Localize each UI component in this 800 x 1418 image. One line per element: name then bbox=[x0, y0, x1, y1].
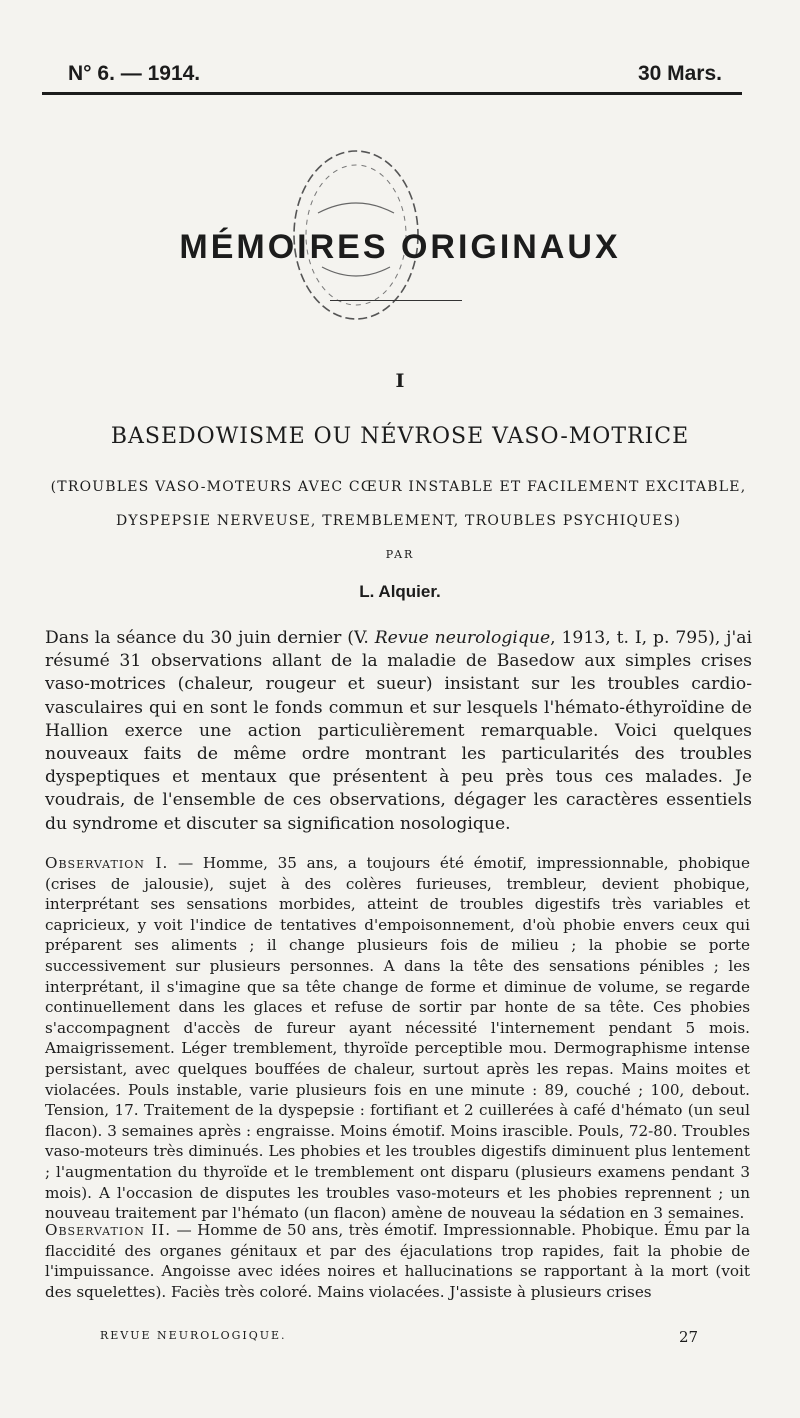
page-number: 27 bbox=[679, 1328, 699, 1346]
observation-1 bbox=[45, 853, 750, 1224]
footer-journal: REVUE NEUROLOGIQUE. bbox=[100, 1329, 287, 1342]
running-head bbox=[68, 62, 722, 86]
article-title: BASEDOWISME OU NÉVROSE VASO-MOTRICE bbox=[110, 424, 690, 449]
intro-text-end: , 1913, t. I, p. 795), j'ai résumé 31 observations allant de la maladie de Basedow aux simples crises vaso-motrices (chaleur, rougeur et sueur) insistant sur les troubles cardio-vasculaires qui en sont le fonds commun et sur lesquels l'hémato-éthyroïdine de Hallion exerce une action particulièrement remarquable. Voici quelques nouveaux faits de même ordre montrant les particularités des troubles dyspeptiques et mentaux que présentent à peu près tous ces malades. Je voudrais, de l'ensemble de ces observations, dégager les caractères essentiels du syndrome et discuter sa signification nosologique. bbox=[45, 628, 752, 834]
byline-par: PAR bbox=[385, 548, 415, 561]
observation-heading: Observation II. bbox=[45, 1221, 172, 1239]
article-subtitle: (TROUBLES VASO-MOTEURS AVEC CŒUR INSTABLE ET FACILEMENT EXCITABLE, DYSPEPSIE NERVEUSE, TREMBLEMENT, TROUBLES PSYCHIQUES) bbox=[50, 479, 747, 529]
header-rule bbox=[42, 92, 742, 95]
article-number: I bbox=[395, 370, 405, 392]
observation-2 bbox=[45, 1220, 750, 1302]
observation-text: — Homme de 50 ans, très émotif. Impressionnable. Phobique. Ému par la flaccidité des organes génitaux et par des éjaculations trop rapides, fait la phobie de l'impuissance. Angoisse avec idées noires et hallucinations se rapportant à la mort (voit des squelettes). Faciès très coloré. Mains violacées. J'assiste à plusieurs crises bbox=[45, 1221, 750, 1301]
intro-paragraph bbox=[45, 627, 752, 836]
intro-text-start: Dans la séance du 30 juin dernier (V. bbox=[45, 628, 375, 648]
journal-citation: Revue neurologique bbox=[374, 628, 551, 648]
stamp-underline bbox=[330, 300, 462, 301]
issue-date: 30 Mars. bbox=[637, 62, 722, 85]
observation-text: — Homme, 35 ans, a toujours été émotif, impressionnable, phobique (crises de jalousie), sujet à des colères furieuses, trembleur, devient phobique, interprétant ses sensations morbides, atteint de troubles digestifs très variables et capricieux, y voit l'indice de tentatives d'empoisonnement, d'où phobie envers ceux qui préparent ses aliments ; il change plusieurs fois de milieu ; la phobie se porte successivement sur plusieurs personnes. A dans la tête des sensations pénibles ; les interprétant, il s'imagine que sa tête change de forme et diminue de volume, se regarde continuellement dans les glaces et refuse de sortir par honte de sa tête. Ces phobies s'accompagnent d'accès de fureur ayant nécessité l'internement pendant 5 mois. Amaigrissement. Léger tremblement, thyroïde perceptible mou. Dermographisme intense persistant, avec quelques bouffées de chaleur, surtout après les repas. Mains moites et violacées. Pouls instable, varie plusieurs fois en une minute : 89, couché ; 100, debout. Tension, 17. Traitement de la dyspepsie : fortifiant et 2 cuillerées à café d'hémato (un seul flacon). 3 semaines après : engraisse. Moins émotif. Moins irascible. Pouls, 72-80. Troubles vaso-moteurs très diminués. Les phobies et les troubles digestifs diminuent plus lentement ; l'augmentation du thyroïde et le tremblement ont disparu (plusieurs examens pendant 3 mois). A l'occasion de disputes les troubles vaso-moteurs et les phobies reprennent ; un nouveau traitement par l'hémato (un flacon) amène de nouveau la sédation en 3 semaines. bbox=[45, 854, 750, 1223]
issue-number: N° 6. — 1914. bbox=[68, 62, 201, 85]
author-name: L. Alquier. bbox=[359, 582, 441, 601]
observation-heading: Observation I. bbox=[45, 854, 169, 872]
section-title: MÉMOIRES ORIGINAUX bbox=[179, 228, 621, 266]
